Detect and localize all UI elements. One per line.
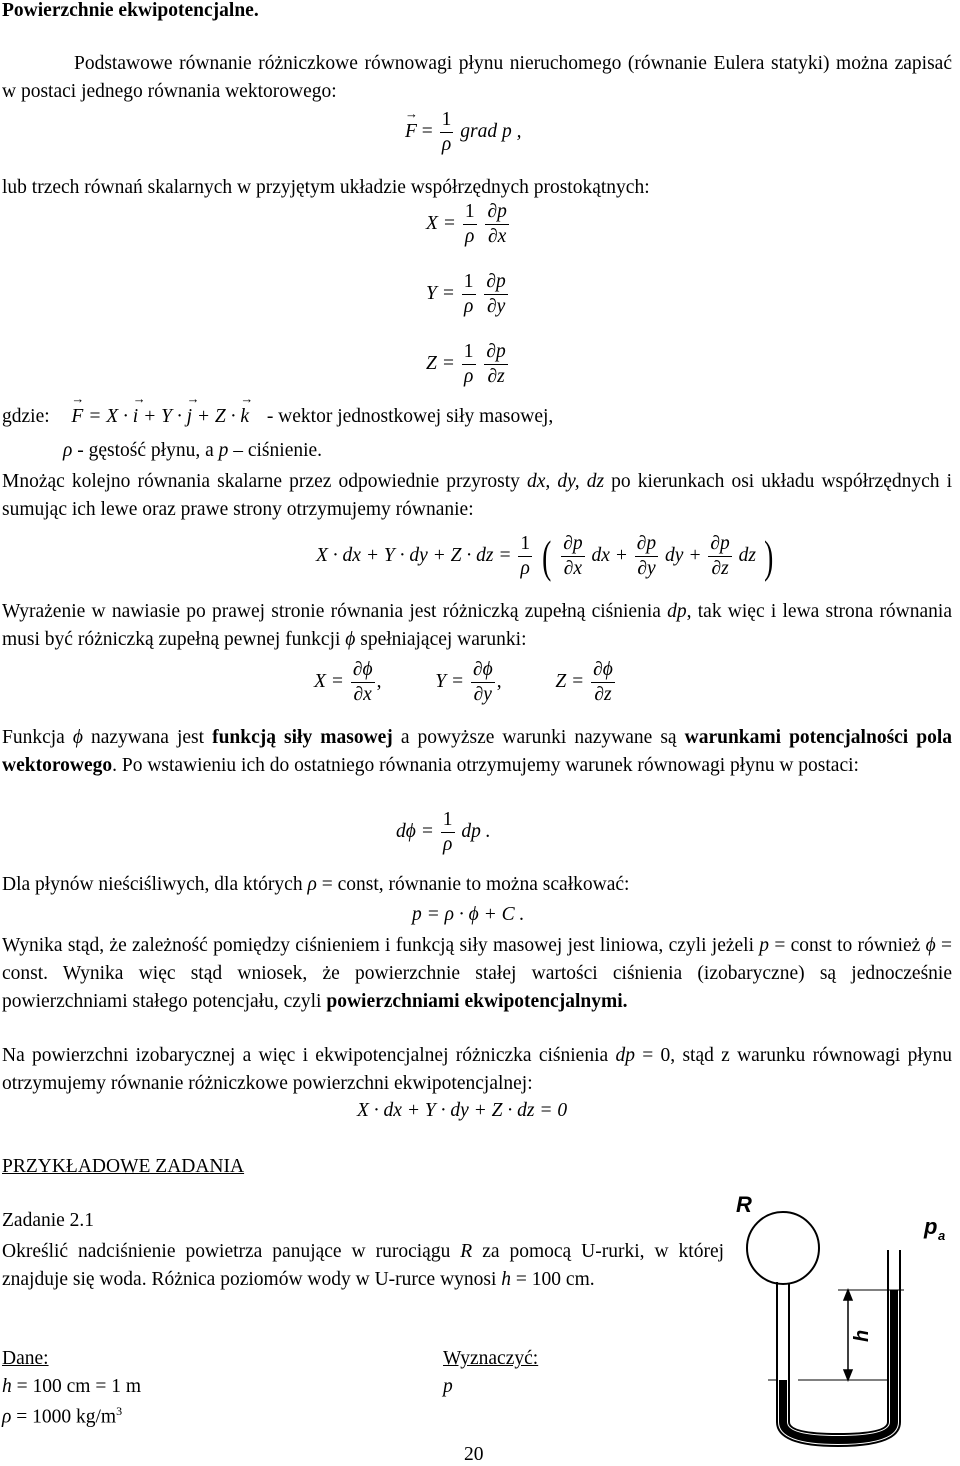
page-number: 20 [464,1444,484,1465]
figure-label-h: h [851,1329,873,1342]
pipe-circle [747,1212,819,1284]
equation-vector: → F = $\frac{1}{\rho}$ grad p , [405,108,522,157]
paragraph-scalar-intro: lub trzech równań skalarnych w przyjętym układzie współrzędnych prostokątnych: [2,177,650,198]
task-description: Określić nadciśnienie powietrza panujące w rurociągu R za pomocą U-rurki, w której znajduje się woda. Różnica poziomów wody w U-rurce wynosi h = 100 cm. [2,1241,725,1290]
figure-label-pa-sub: a [938,1228,946,1243]
paragraph-isobaric: Na powierzchni izobarycznej a więc i ekwipotencjalnej różniczka ciśnienia dp = 0, stąd z warunku równowagi płynu otrzymujemy równanie różniczkowe powierzchni ekwipotencjalnej: [2,1045,953,1094]
find-label: Wyznaczyć: [443,1348,539,1369]
equation-sum: X · dx + Y · dy + Z · dz = $\frac{1}{\rho}$ ( $\frac{\partial p}{\partial x}$ dx + $\frac{\partial p}{\partial y}$ dy + $\frac{\partial p}{\partial z}$ dz ) [316,530,774,582]
equation-integrated: p = ρ · ϕ + C . [412,904,525,925]
equation-scalar-z: Z = $\frac{1}{\rho}$ $\frac{\partial p}{\partial z}$ [426,341,506,387]
section-heading: PRZYKŁADOWE ZADANIA [2,1156,245,1177]
equation-scalar-x: X = $\frac{1}{\rho}$ $\frac{\partial p}{\partial x}$ [426,201,507,247]
paragraph-force-function: Funkcja ϕ nazywana jest funkcją siły masowej a powyższe warunki nazywane są warunkami potencjalności pola wektorowego. Po wstawieniu ich do ostatniego równania otrzymujemy warunek równowagi płynu w postaci: [2,727,953,776]
paragraph-total-differential: Wyrażenie w nawiasie po prawej stronie równania jest różniczką zupełną ciśnienia dp, tak więc i lewa strona równania musi być różniczką zupełną pewnej funkcji ϕ spełniającej warunki: [2,601,952,650]
eq-vector-lhs: → F [405,121,417,143]
page-title: Powierzchnie ekwipotencjalne. [2,0,259,21]
paragraph-intro: Podstawowe równanie różniczkowe równowagi płynu nieruchomego (równanie Eulera statyki) można zapisać w postaci jednego równania wektorowego: [2,53,952,102]
paragraph-multiplying: Mnożąc kolejno równania skalarne przez odpowiednie przyrosty dx, dy, dz po kierunkach osi układu współrzędnych i sumując ich lewe oraz prawe strony otrzymujemy równanie: [2,471,953,520]
eq-vector-rhs: grad p , [460,120,522,142]
figure-label-R: R [736,1192,752,1217]
u-tube-figure [728,1190,958,1460]
given-label: Dane: [2,1348,49,1369]
eq-vector-fraction: $\frac{1}{\rho}$ [441,109,452,155]
figure-label-p: p [924,1214,938,1239]
task-title: Zadanie 2.1 [2,1210,95,1231]
equation-dphi: dϕ = $\frac{1}{\rho}$ dp . [396,809,491,855]
definition-density: ρ - gęstość płynu, a p – ciśnienie. [63,440,323,461]
find-variable: p [443,1376,453,1397]
given-h: h = 100 cm = 1 m [2,1376,141,1397]
equation-scalar-y: Y = $\frac{1}{\rho}$ $\frac{\partial p}{\partial y}$ [426,271,506,317]
paragraph-linear-relation: Wynika stąd, że zależność pomiędzy ciśnieniem i funkcją siły masowej jest liniowa, czyli jeżeli p = const to również ϕ = const. Wynika więc stąd wniosek, że powierzchnie stałej wartości ciśnienia (izobaryczne) są jednocześnie powierzchniami stałego potencjału, czyli powierzchniami ekwipotencjalnymi. [2,935,953,1012]
given-rho: ρ = 1000 $kg/m^3$ [2,1404,123,1428]
definition-force-vector: gdzie: → F = X · → i + Y · → j + Z · → k - wektor jednostkowej siły masowej, [2,406,553,428]
equation-equipotential: X · dx + Y · dy + Z · dz = 0 [357,1100,568,1121]
paragraph-incompressible: Dla płynów nieściśliwych, dla których ρ = const, równanie to można scałkować: [2,874,630,895]
equation-phi-conditions: X = $\frac{\partial\phi}{\partial x}$ , Y = $\frac{\partial\phi}{\partial y}$ , Z = $\frac{\partial\phi}{\partial z}$ [314,659,613,705]
